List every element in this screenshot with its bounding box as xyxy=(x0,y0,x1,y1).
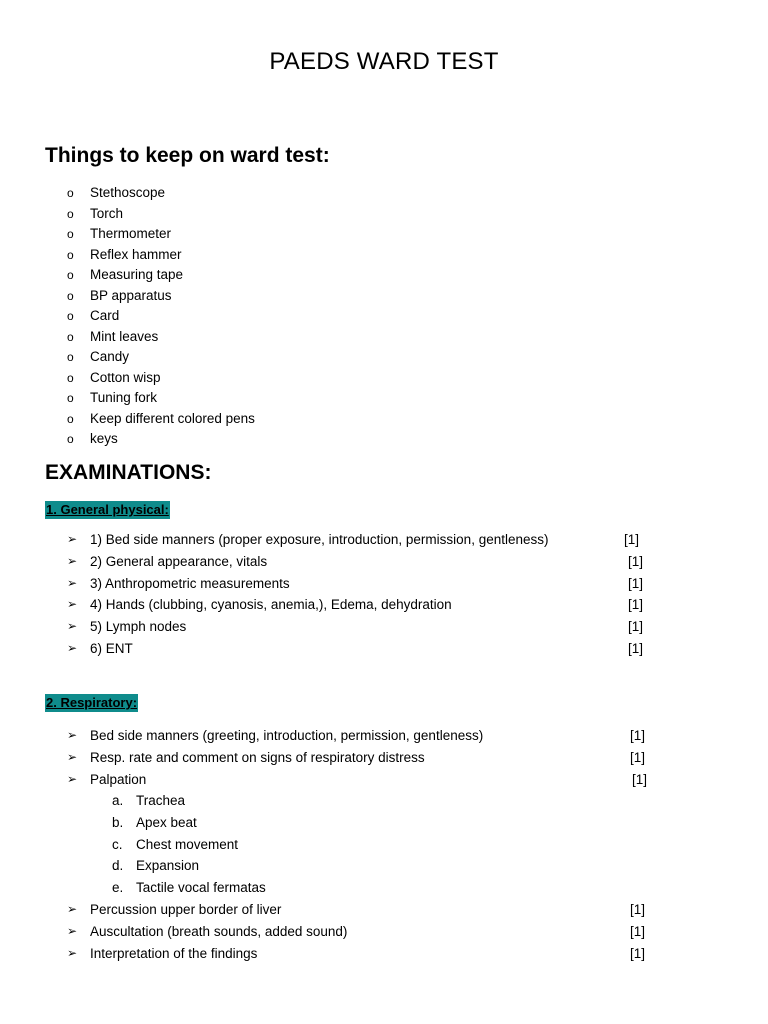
circle-bullet-icon: o xyxy=(67,411,74,426)
circle-bullet-icon: o xyxy=(67,268,74,282)
arrow-bullet-icon: ➢ xyxy=(67,640,78,655)
arrow-bullet-icon: ➢ xyxy=(67,575,78,590)
arrow-bullet-icon: ➢ xyxy=(67,553,78,568)
circle-bullet-icon: o xyxy=(67,432,74,446)
arrow-bullet-icon: ➢ xyxy=(67,945,78,960)
things-heading: Things to keep on ward test: xyxy=(45,144,330,167)
circle-bullet-icon: o xyxy=(67,329,74,344)
general-physical-heading: 1. General physical: xyxy=(46,502,169,517)
arrow-bullet-icon: ➢ xyxy=(67,597,78,612)
circle-bullet-icon: o xyxy=(67,391,74,405)
mark-label: [1] xyxy=(628,575,644,591)
mark-label: [1] xyxy=(630,749,646,765)
arrow-bullet-icon: ➢ xyxy=(67,619,78,634)
mark-label: [1] xyxy=(628,597,644,613)
circle-bullet-icon: o xyxy=(67,309,74,323)
circle-bullet-icon: o xyxy=(67,350,74,364)
circle-bullet-icon: o xyxy=(67,186,74,200)
circle-bullet-icon: o xyxy=(67,227,74,241)
circle-bullet-icon: o xyxy=(67,288,74,303)
mark-label: [1] xyxy=(628,553,644,569)
arrow-bullet-icon: ➢ xyxy=(67,771,78,786)
mark-label: [1] xyxy=(630,923,646,939)
arrow-bullet-icon: ➢ xyxy=(67,532,78,546)
circle-bullet-icon: o xyxy=(67,370,74,385)
circle-bullet-icon: o xyxy=(67,206,74,221)
arrow-bullet-icon: ➢ xyxy=(67,749,78,764)
mark-label: [1] xyxy=(628,640,644,656)
mark-label: [1] xyxy=(624,532,640,547)
arrow-bullet-icon: ➢ xyxy=(67,728,78,742)
mark-label: [1] xyxy=(630,902,646,917)
mark-label: [1] xyxy=(632,771,648,787)
examinations-heading: EXAMINATIONS: xyxy=(45,461,212,484)
arrow-bullet-icon: ➢ xyxy=(67,923,78,938)
page-title: PAEDS WARD TEST xyxy=(269,48,499,75)
circle-bullet-icon: o xyxy=(67,247,74,262)
respiratory-heading: 2. Respiratory: xyxy=(46,695,138,710)
mark-label: [1] xyxy=(630,728,646,743)
mark-label: [1] xyxy=(628,619,644,635)
arrow-bullet-icon: ➢ xyxy=(67,902,78,916)
mark-label: [1] xyxy=(630,945,646,961)
